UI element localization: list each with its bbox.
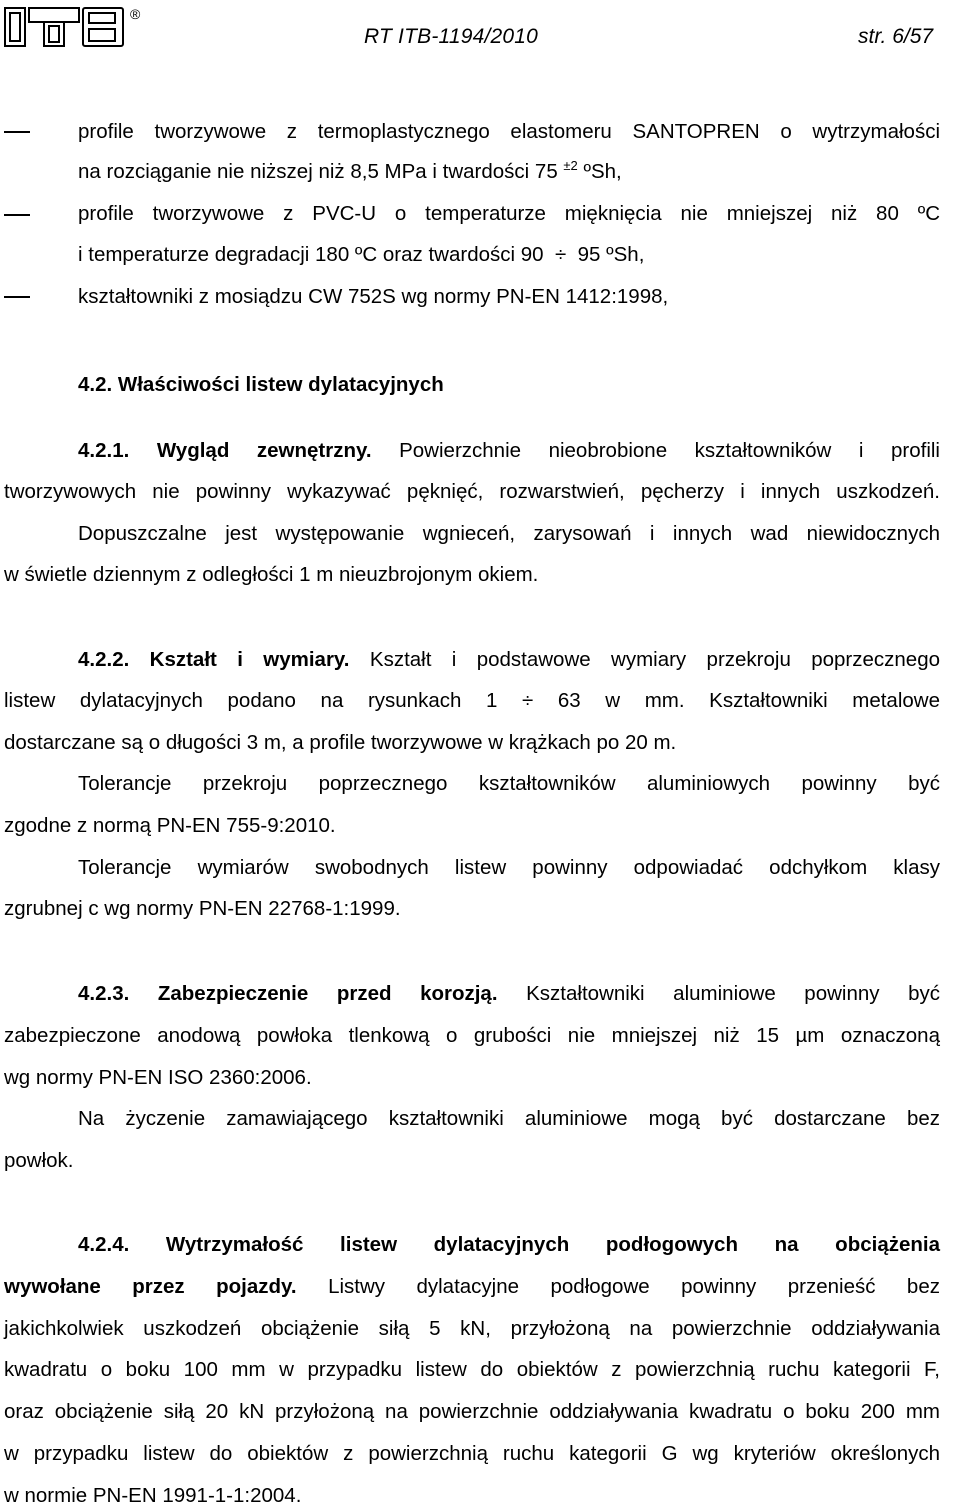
bullet-1-line-2: na rozciąganie nie niższej niż 8,5 MPa i twardości 75 $^{\pm 2}$ ºSh, [78, 158, 622, 183]
section-heading-4-2: 4.2. Właściwości listew dylatacyjnych [78, 373, 444, 396]
s424-heading-line-1: 4.2.4. Wytrzymałość listew dylatacyjnych podłogowych na obciążenia [78, 1233, 940, 1256]
document-id: RT ITB-1194/2010 [364, 25, 539, 48]
s422-line-3: dostarczane są o długości 3 m, a profile tworzywowe w krążkach po 20 m. [4, 731, 677, 754]
s423-line-4: Na życzenie zamawiającego kształtowniki aluminiowe mogą być dostarczane bez [78, 1107, 940, 1130]
s423-line-2: zabezpieczone anodową powłoka tlenkową o grubości nie mniejszej niż 15 µm oznaczoną [4, 1024, 940, 1047]
page-number: str. 6/57 [858, 25, 934, 48]
s424-line-4: kwadratu o boku 100 mm w przypadku listew do obiektów z powierzchnią ruchu kategorii F, [4, 1358, 940, 1381]
s422-line-6: Tolerancje wymiarów swobodnych listew powinny odpowiadać odchyłkom klasy [78, 856, 940, 879]
s421-line-3: Dopuszczalne jest występowanie wgnieceń, zarysowań i innych wad niewidocznych [78, 522, 940, 545]
s421-line-4: w świetle dziennym z odległości 1 m nieuzbrojonym okiem. [4, 563, 539, 586]
s424-line-6: w przypadku listew do obiektów z powierzchnią ruchu kategorii G wg kryteriów określonych [4, 1442, 940, 1465]
s422-line-7: zgrubnej c wg normy PN-EN 22768-1:1999. [4, 897, 401, 920]
s424-line-3: jakichkolwiek uszkodzeń obciążenie siłą 5 kN, przyłożoną na powierzchnie oddziaływania [4, 1317, 940, 1340]
bullet-dash [4, 214, 30, 216]
bullet-2-line-2: i temperaturze degradacji 180 ºC oraz twardości 90 ÷ 95 ºSh, [78, 243, 645, 266]
s421-line-2: tworzywowych nie powinny wykazywać pęknięć, rozwarstwień, pęcherzy i innych uszkodzeń. [4, 480, 940, 503]
registered-mark: ® [130, 6, 141, 22]
s422-line-5: zgodne z normą PN-EN 755-9:2010. [4, 814, 336, 837]
s423-line-5: powłok. [4, 1149, 74, 1172]
bullet-2-line-1: profile tworzywowe z PVC-U o temperaturze mięknięcia nie mniejszej niż 80 ºC [78, 202, 940, 225]
s424-line-7: w normie PN-EN 1991-1-1:2004. [4, 1484, 302, 1507]
s422-line-4: Tolerancje przekroju poprzecznego kształtowników aluminiowych powinny być [78, 772, 940, 795]
s423-line-3: wg normy PN-EN ISO 2360:2006. [4, 1066, 312, 1089]
bullet-dash [4, 296, 30, 298]
s424-line-5: oraz obciążenie siłą 20 kN przyłożoną na powierzchnie oddziaływania kwadratu o boku 200 mm [4, 1400, 940, 1423]
s422-line-2: listew dylatacyjnych podano na rysunkach 1 ÷ 63 w mm. Kształtowniki metalowe [4, 689, 940, 712]
s423-line-1: 4.2.3. Zabezpieczenie przed korozją. Kształtowniki aluminiowe powinny być [78, 982, 940, 1005]
bullet-dash [4, 131, 30, 133]
s421-line-1: 4.2.1. Wygląd zewnętrzny. Powierzchnie nieobrobione kształtowników i profili [78, 439, 940, 462]
page-header [0, 0, 960, 52]
s424-line-2: wywołane przez pojazdy. Listwy dylatacyjne podłogowe powinny przenieść bez [4, 1275, 940, 1298]
s422-line-1: 4.2.2. Kształt i wymiary. Kształt i podstawowe wymiary przekroju poprzecznego [78, 648, 940, 671]
bullet-3-line-1: kształtowniki z mosiądzu CW 752S wg normy PN-EN 1412:1998, [78, 285, 669, 308]
itb-logo-icon [4, 4, 144, 48]
bullet-1-line-1: profile tworzywowe z termoplastycznego elastomeru SANTOPREN o wytrzymałości [78, 120, 940, 143]
